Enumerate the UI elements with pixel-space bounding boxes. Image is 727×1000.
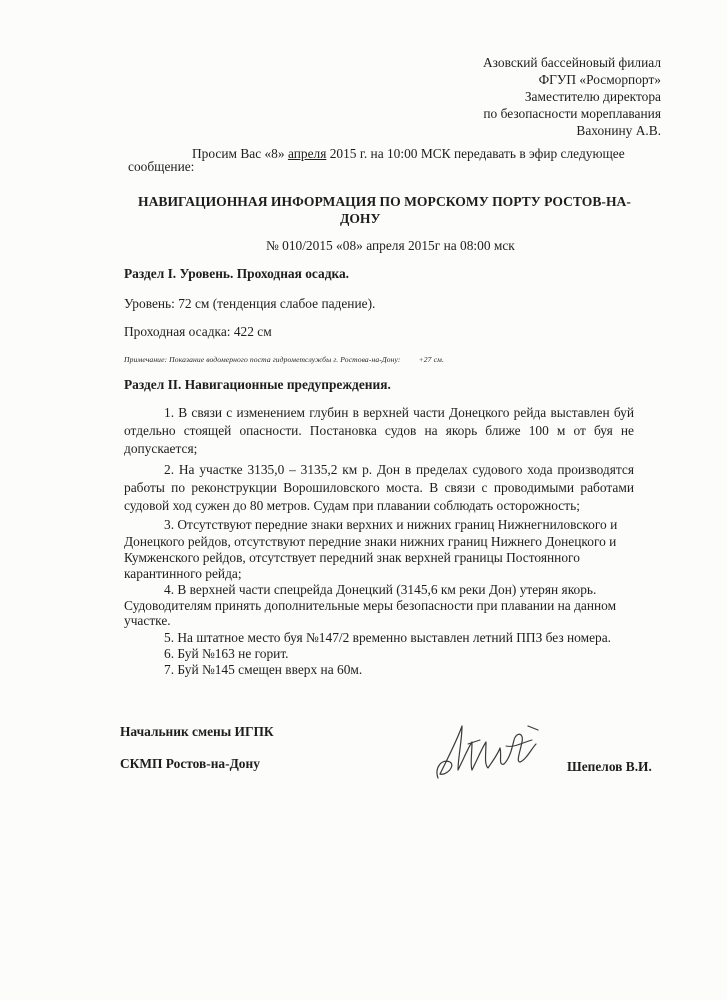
request-line-2: сообщение:	[128, 159, 195, 174]
warning-item-5: 5. На штатное место буя №147/2 временно выставлен летний ППЗ без номера.	[164, 630, 612, 645]
document-number-line: № 010/2015 «08» апреля 2015г на 08:00 мск	[266, 238, 515, 253]
section-2-heading: Раздел II. Навигационные предупреждения.	[124, 377, 391, 392]
note-value: +27 см.	[418, 355, 444, 364]
warning-item-2-line-3: судовой ход сужен до 80 метров. Судам при плавании соблюдать осторожность;	[124, 498, 580, 513]
section-1-heading: Раздел I. Уровень. Проходная осадка.	[124, 266, 350, 281]
warning-item-4-line-2: Судоводителям принять дополнительные меры безопасности при плавании на данном	[124, 598, 617, 613]
request-month: апреля	[287, 146, 327, 161]
note-text: Примечание: Показание водомерного поста гидрометслужбы г. Ростова-на-Дону:	[124, 355, 401, 364]
addressee-line-name: Вахонину А.В.	[576, 123, 661, 138]
request-suffix: 2015 г. на 10:00 МСК передавать в эфир следующее	[329, 146, 625, 161]
warning-item-1-line-2: отдельно стоящей опасности. Постановка судов на якорь ближе 100 м от буя не	[124, 423, 634, 438]
request-line	[192, 146, 625, 162]
warning-item-2-line-2: работы по реконструкции Ворошиловского моста. В связи с проводимыми работами	[124, 480, 634, 495]
warning-item-3-line-1: 3. Отсутствуют передние знаки верхних и нижних границ Нижнегниловского и	[164, 517, 618, 532]
warning-item-4-line-3: участке.	[124, 613, 171, 628]
warning-item-1-line-1: 1. В связи с изменением глубин в верхней части Донецкого рейда выставлен буй	[164, 405, 634, 420]
warning-item-3-line-3: Кумженского рейдов, отсутствует передний знак верхней границы Постоянного	[124, 550, 580, 565]
addressee-line-branch: Азовский бассейновый филиал	[483, 55, 661, 70]
addressee-line-position: Заместителю директора	[524, 89, 661, 104]
signatory-name: Шепелов В.И.	[567, 759, 652, 774]
passing-draft-line: Проходная осадка: 422 см	[124, 324, 272, 339]
signatory-position-2: СКМП Ростов-на-Дону	[120, 756, 260, 771]
document-title-line-1: НАВИГАЦИОННАЯ ИНФОРМАЦИЯ ПО МОРСКОМУ ПОРТУ РОСТОВ-НА-	[138, 194, 631, 209]
request-prefix: Просим Вас «8»	[192, 146, 285, 161]
warning-item-1-line-3: допускается;	[124, 441, 198, 456]
document-title-line-2: ДОНУ	[340, 211, 381, 226]
warning-item-6: 6. Буй №163 не горит.	[164, 646, 289, 661]
note-line	[124, 352, 444, 368]
warning-item-3-line-4: карантинного рейда;	[124, 566, 242, 581]
warning-item-2-line-1: 2. На участке 3135,0 – 3135,2 км р. Дон в пределах судового хода производятся	[164, 462, 634, 477]
water-level-line: Уровень: 72 см (тенденция слабое падение).	[124, 296, 376, 311]
addressee-line-company: ФГУП «Росморпорт»	[538, 72, 661, 87]
warning-item-7: 7. Буй №145 смещен вверх на 60м.	[164, 662, 363, 677]
warning-item-4-line-1: 4. В верхней части спецрейда Донецкий (3145,6 км реки Дон) утерян якорь.	[164, 582, 597, 597]
warning-item-3-line-2: Донецкого рейдов, отсутствуют передние знаки нижних границ Нижнего Донецкого и	[124, 534, 617, 549]
signatory-position-1: Начальник смены ИГПК	[120, 724, 274, 739]
addressee-line-department: по безопасности мореплавания	[483, 106, 661, 121]
handwritten-signature	[428, 718, 548, 790]
